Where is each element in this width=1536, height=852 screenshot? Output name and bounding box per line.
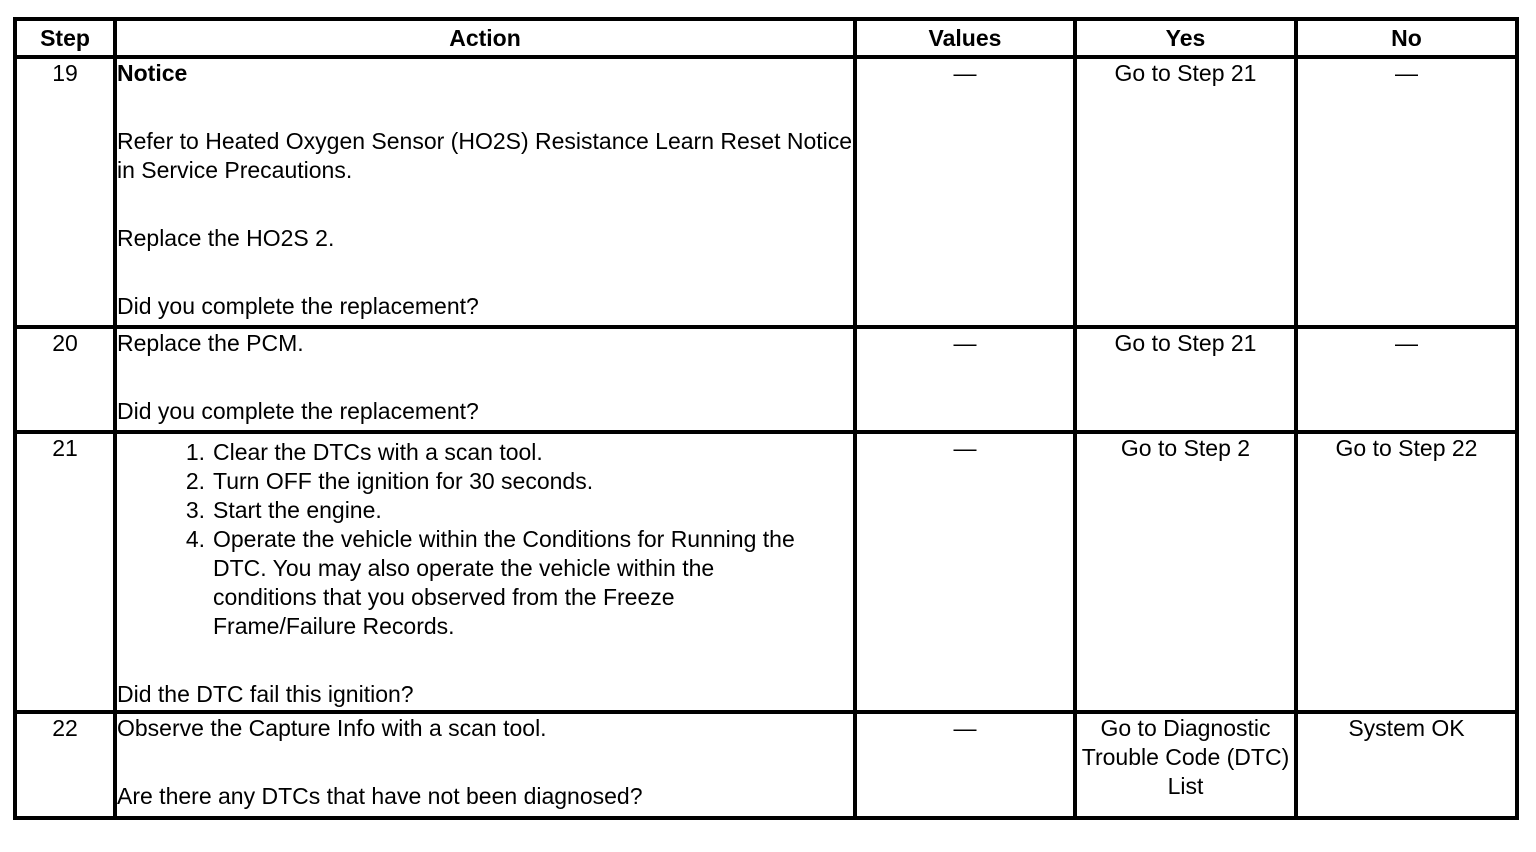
action-cell bbox=[115, 327, 855, 432]
list-number: 3. bbox=[185, 497, 205, 523]
question-text: Did the DTC fail this ignition? bbox=[117, 681, 414, 707]
action-cell bbox=[115, 57, 855, 327]
header-yes: Yes bbox=[1075, 19, 1296, 57]
list-number: 1. bbox=[185, 439, 205, 465]
action-cell bbox=[115, 712, 855, 818]
values-cell: — bbox=[855, 712, 1075, 818]
list-number: 2. bbox=[185, 468, 205, 494]
list-text: Clear the DTCs with a scan tool. bbox=[213, 439, 543, 465]
no-cell: System OK bbox=[1296, 712, 1517, 818]
question-text: Did you complete the replacement? bbox=[117, 398, 479, 424]
list-text: Turn OFF the ignition for 30 seconds. bbox=[213, 468, 594, 494]
yes-cell: Go to Step 2 bbox=[1075, 432, 1296, 712]
spacer bbox=[117, 253, 853, 292]
diagnostic-table bbox=[13, 17, 1519, 820]
table-row bbox=[15, 712, 1517, 818]
step-number: 19 bbox=[15, 57, 115, 327]
question-text: Are there any DTCs that have not been diagnosed? bbox=[117, 783, 643, 809]
list-item bbox=[117, 525, 853, 641]
values-cell: — bbox=[855, 327, 1075, 432]
list-item bbox=[117, 467, 853, 496]
action-cell bbox=[115, 432, 855, 712]
no-cell: — bbox=[1296, 57, 1517, 327]
step-number: 22 bbox=[15, 712, 115, 818]
instruction-text: Replace the HO2S 2. bbox=[117, 225, 335, 251]
no-cell: — bbox=[1296, 327, 1517, 432]
table-row bbox=[15, 57, 1517, 327]
list-text: Operate the vehicle within the Conditions for Running the DTC. You may also operate the vehicle within the conditions that you observed from the Freeze Frame/Failure Records. bbox=[213, 526, 795, 639]
yes-cell: Go to Step 21 bbox=[1075, 57, 1296, 327]
values-cell: — bbox=[855, 57, 1075, 327]
header-values: Values bbox=[855, 19, 1075, 57]
notice-text: Refer to Heated Oxygen Sensor (HO2S) Resistance Learn Reset Notice in Service Precautions. bbox=[117, 128, 853, 183]
table-row bbox=[15, 327, 1517, 432]
header-action: Action bbox=[115, 19, 855, 57]
no-cell: Go to Step 22 bbox=[1296, 432, 1517, 712]
header-no: No bbox=[1296, 19, 1517, 57]
instruction-text: Replace the PCM. bbox=[117, 330, 304, 356]
list-item bbox=[117, 496, 853, 525]
table-row bbox=[15, 432, 1517, 712]
spacer bbox=[117, 185, 853, 224]
spacer bbox=[117, 641, 853, 680]
step-number: 20 bbox=[15, 327, 115, 432]
step-number: 21 bbox=[15, 432, 115, 712]
instruction-text: Observe the Capture Info with a scan tool. bbox=[117, 715, 547, 741]
question-text: Did you complete the replacement? bbox=[117, 293, 479, 319]
yes-cell: Go to Diagnostic Trouble Code (DTC) List bbox=[1075, 712, 1296, 818]
procedure-list bbox=[117, 438, 853, 641]
yes-cell: Go to Step 21 bbox=[1075, 327, 1296, 432]
header-row bbox=[15, 19, 1517, 57]
list-number: 4. bbox=[185, 526, 205, 552]
list-text: Start the engine. bbox=[213, 497, 382, 523]
spacer bbox=[117, 743, 853, 782]
header-step: Step bbox=[15, 19, 115, 57]
notice-title: Notice bbox=[117, 60, 188, 86]
spacer bbox=[117, 88, 853, 127]
spacer bbox=[117, 358, 853, 397]
values-cell: — bbox=[855, 432, 1075, 712]
list-item bbox=[117, 438, 853, 467]
